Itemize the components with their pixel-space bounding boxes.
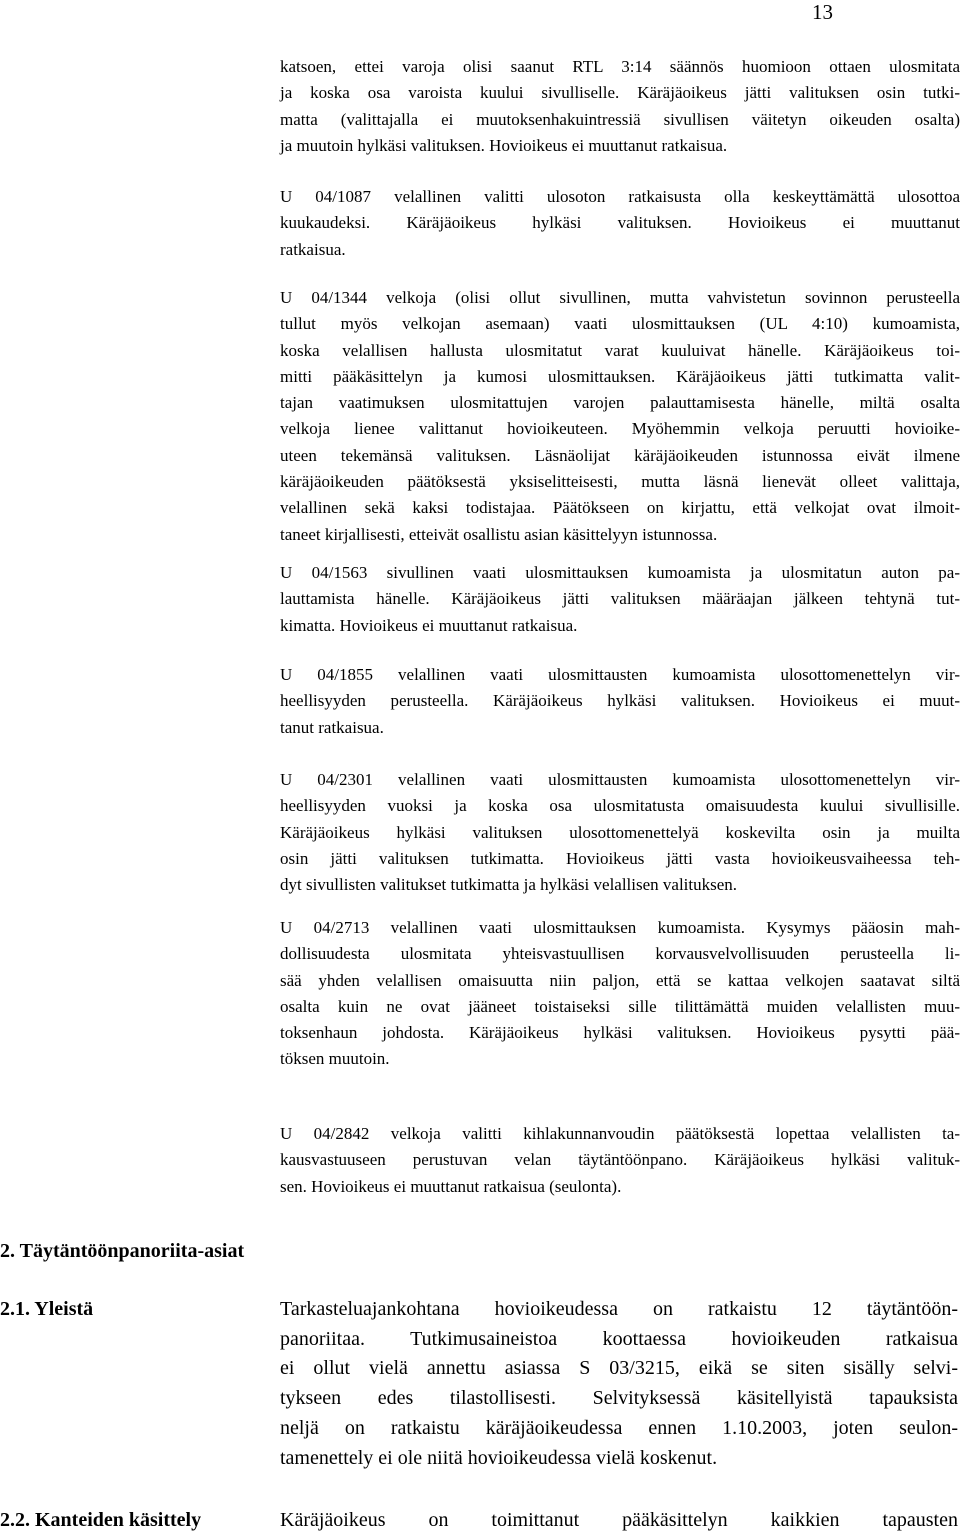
case-text: velallinen vaati ulosmittausten kumoamista ulosottomenettelyn vir-	[373, 770, 960, 789]
text-line: neljä on ratkaistu käräjäoikeudessa ennen 1.10.2003, joten seulon-	[280, 1416, 958, 1439]
text-line: kimatta. Hovioikeus ei muuttanut ratkaisua.	[280, 615, 578, 635]
case-paragraph	[280, 767, 960, 898]
case-text: velkoja (olisi ollut sivullinen, mutta vahvistetun sovinnon perusteella	[367, 288, 960, 307]
text-line: tamenettely ei ole niitä hovioikeudessa vielä koskenut.	[280, 1446, 718, 1469]
case-paragraph	[280, 662, 960, 741]
text-line: mitti pääkäsittelyn ja kumosi ulosmittauksen. Käräjäoikeus jätti tutkimatta valit-	[280, 366, 960, 386]
case-paragraph	[280, 285, 960, 548]
text-line: käräjäoikeuden päätöksestä yksiselitteisesti, mutta läsnä lienevät olleet valittaja,	[280, 472, 960, 492]
text-line: osin jätti valituksen tutkimatta. Hovioikeus jätti vasta hovioikeusvaiheessa teh-	[280, 848, 960, 868]
text-line: koska velallisen hallusta ulosmitatut varat kuuluivat hänelle. Käräjäoikeus toi-	[280, 340, 960, 360]
text-line: ei ollut vielä annettu asiassa S 03/3215, eikä se siten sisälly selvi-	[280, 1357, 958, 1380]
text-line: velkoja lienee valittanut hovioikeuteen. Myöhemmin velkoja peruutti hovioike-	[280, 419, 960, 439]
text-line: tullut myös velkojan asemaan) vaati ulosmittauksen (UL 4:10) kumoamista,	[280, 314, 960, 334]
paragraph-continuation	[280, 54, 960, 159]
text-line: dollisuudesta ulosmitata yhteisvastuullisen korvausvelvollisuuden perusteella li-	[280, 944, 960, 964]
text-line: kausvastuuseen perustuvan velan täytäntöönpano. Käräjäoikeus hylkäsi valituk-	[280, 1150, 960, 1170]
case-paragraph	[280, 560, 960, 639]
text-line	[280, 915, 960, 941]
case-paragraph	[280, 184, 960, 263]
text-line: dyt sivullisten valitukset tutkimatta ja hylkäsi velallisen valituksen.	[280, 875, 738, 895]
text-line: tykseen edes tilastollisesti. Selvityksessä käsitellyistä tapauksista	[280, 1387, 958, 1410]
text-line: tajan vaatimuksen ulosmitattujen varojen palauttamisesta hänelle, miltä osalta	[280, 393, 960, 413]
subsection-heading: 2.2. Kanteiden käsittely	[0, 1509, 202, 1531]
text-line: töksen muutoin.	[280, 1049, 390, 1069]
text-line: sää yhden velallisen omaisuutta niin paljon, että se kattaa velkojen saatavat siltä	[280, 970, 960, 990]
text-line	[280, 560, 960, 586]
text-line: Käräjäoikeus on toimittanut pääkäsittelyn kaikkien tapausten	[280, 1509, 958, 1531]
text-line	[280, 184, 960, 210]
text-line: heellisyyden perusteella. Käräjäoikeus hylkäsi valituksen. Hovioikeus ei muut-	[280, 691, 960, 711]
case-text: sivullinen vaati ulosmittauksen kumoamista ja ulosmitatun auton pa-	[367, 563, 960, 582]
text-line: ja muutoin hylkäsi valituksen. Hovioikeus ei muuttanut ratkaisua.	[280, 135, 728, 155]
text-line: heellisyyden vuoksi ja koska osa ulosmitatusta omaisuudesta kuului sivullisille.	[280, 796, 960, 816]
text-line: Käräjäoikeus hylkäsi valituksen ulosottomenettelyä koskevilta osin ja muilta	[280, 822, 960, 842]
text-line: tanut ratkaisua.	[280, 717, 384, 737]
page-number: 13	[812, 0, 833, 24]
text-line: osalta kuin ne ovat jääneet toistaiseksi sille tilittämättä muiden velallisten muu-	[280, 996, 960, 1016]
text-line	[280, 767, 960, 793]
text-line: kuukaudeksi. Käräjäoikeus hylkäsi valituksen. Hovioikeus ei muuttanut	[280, 213, 960, 233]
text-line	[280, 285, 960, 311]
text-line: ja koska osa varoista kuului sivulliselle. Käräjäoikeus jätti valituksen osin tutki-	[280, 83, 960, 103]
text-line: velallinen sekä kaksi todistajaa. Päätökseen on kirjattu, että velkojat ovat ilmoit-	[280, 498, 960, 518]
case-id: U 04/1563	[280, 563, 368, 582]
case-text: velallinen vaati ulosmittausten kumoamista ulosottomenettelyn vir-	[373, 665, 960, 684]
case-paragraph	[280, 915, 960, 1073]
text-line	[280, 662, 960, 688]
case-text: velallinen vaati ulosmittauksen kumoamista. Kysymys pääosin mah-	[369, 918, 960, 937]
text-line	[280, 1121, 960, 1147]
case-id: U 04/2713	[280, 918, 370, 937]
text-line: ratkaisua.	[280, 239, 346, 259]
case-id: U 04/1855	[280, 665, 374, 684]
text-line: katsoen, ettei varoja olisi saanut RTL 3:14 säännös huomioon ottaen ulosmitata	[280, 57, 960, 76]
text-line: taneet kirjallisesti, etteivät osallistu asian käsittelyyn istunnossa.	[280, 524, 718, 544]
text-line: lauttamista hänelle. Käräjäoikeus jätti valituksen määräajan jälkeen tehtynä tut-	[280, 589, 960, 609]
case-id: U 04/1087	[280, 187, 372, 206]
text-line: panoriitaa. Tutkimusaineistoa koottaessa hovioikeuden ratkaisua	[280, 1327, 958, 1350]
section-heading: 2. Täytäntöönpanoriita-asiat	[0, 1240, 245, 1262]
case-id: U 04/2842	[280, 1124, 370, 1143]
case-text: velkoja valitti kihlakunnanvoudin päätöksestä lopettaa velallisten ta-	[369, 1124, 960, 1143]
subsection-body	[280, 1506, 958, 1536]
text-line: toksenhaun johdosta. Käräjäoikeus hylkäsi valituksen. Hovioikeus pysytti pää-	[280, 1023, 960, 1043]
case-id: U 04/2301	[280, 770, 374, 789]
text-line: Tarkasteluajankohtana hovioikeudessa on ratkaistu 12 täytäntöön-	[280, 1298, 958, 1320]
text-line: sen. Hovioikeus ei muuttanut ratkaisua (seulonta).	[280, 1176, 622, 1196]
case-text: velallinen valitti ulosoton ratkaisusta olla keskeyttämättä ulosottoa	[371, 187, 960, 206]
subsection-body	[280, 1295, 958, 1473]
case-id: U 04/1344	[280, 288, 368, 307]
subsection-heading: 2.1. Yleistä	[0, 1298, 94, 1320]
text-line: matta (valittajalla ei muutoksenhakuintressiä sivullisen väitetyn oikeuden osalta)	[280, 109, 960, 129]
case-paragraph	[280, 1121, 960, 1200]
text-line: uteen tekemänsä valituksen. Läsnäolijat käräjäoikeuden istunnossa eivät ilmene	[280, 445, 960, 465]
